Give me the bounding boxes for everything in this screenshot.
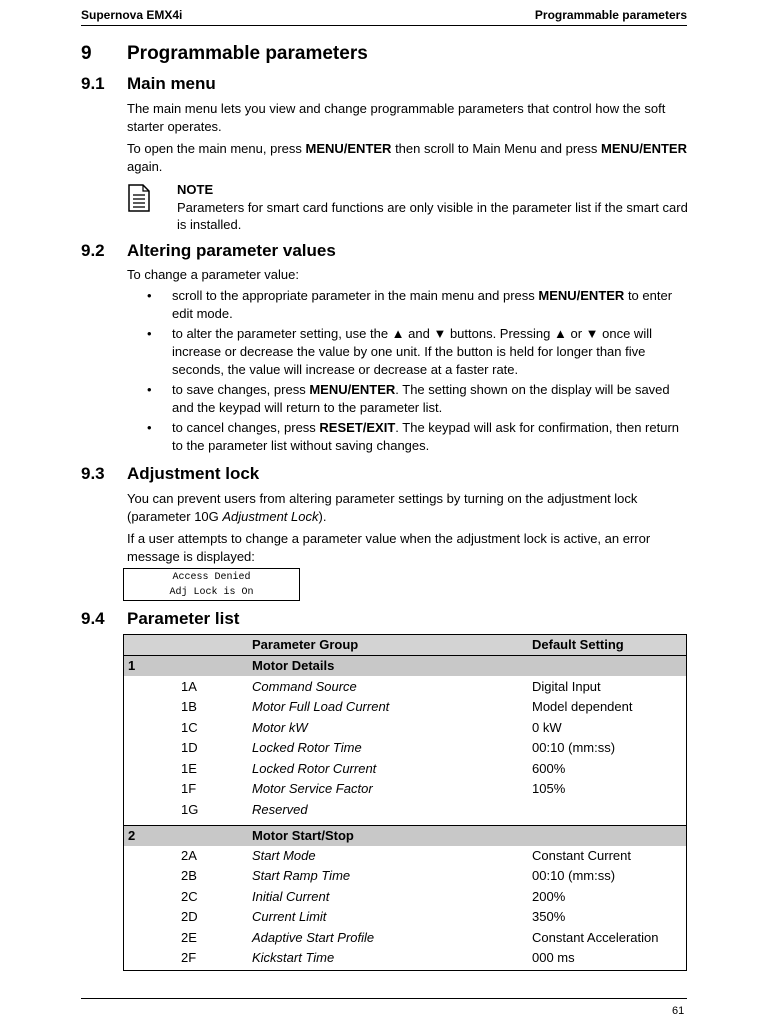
table-row [124, 718, 686, 738]
parameter-name: Adaptive Start Profile [252, 929, 375, 945]
parameter-code: 2D [181, 909, 198, 924]
parameter-name: Reserved [252, 801, 308, 817]
menu-enter-key: MENU/ENTER [538, 288, 625, 303]
list-item: • to cancel changes, press RESET/EXIT. The keypad will ask for confirmation, then return to the parameter list without saving changes. [147, 420, 680, 453]
list-item: • to alter the parameter setting, use the ▲ and ▼ buttons. Pressing ▲ or ▼ once will increase or decrease the value by one unit. If the button is held for longer than five seconds, the value will increase or decrease at a faster rate. [147, 326, 652, 377]
parameter-code: 2E [181, 929, 197, 945]
parameter-name: Locked Rotor Current [252, 760, 377, 776]
table-row [124, 907, 686, 927]
list-item: • to save changes, press MENU/ENTER. The setting shown on the display will be saved and the keypad will return to the parameter list. [147, 382, 670, 415]
subsection-heading-9-2 [81, 241, 336, 261]
column-header-default: Default Setting [532, 637, 624, 652]
parameter-code: 1E [181, 760, 197, 776]
menu-enter-key: MENU/ENTER [601, 141, 687, 156]
default-setting: 000 ms [532, 950, 575, 965]
parameter-name: Initial Current [252, 888, 330, 904]
table-row [124, 779, 686, 799]
adjustment-lock-error-text: If a user attempts to change a parameter value when the adjustment lock is active, an error message is displayed: [127, 531, 651, 564]
parameter-name: Command Source [252, 678, 357, 694]
section-number: 9 [81, 43, 92, 64]
page-number: 61 [672, 1005, 685, 1017]
section-heading [81, 43, 368, 65]
menu-enter-key: MENU/ENTER [305, 141, 392, 156]
group-number: 1 [128, 658, 136, 673]
table-row [124, 928, 686, 948]
adjustment-lock-intro: You can prevent users from altering parameter settings by turning on the adjustment lock (parameter 10G Adjustment Lock). [127, 491, 638, 524]
parameter-name: Current Limit [252, 909, 327, 924]
subsection-number: 9.2 [81, 241, 105, 260]
section-title: Programmable parameters [127, 43, 368, 64]
display-line-1: Access Denied [172, 572, 251, 583]
parameter-code: 1F [181, 781, 197, 796]
default-setting: Digital Input [532, 678, 601, 694]
subsection-title: Adjustment lock [127, 464, 260, 483]
parameter-code: 2B [181, 868, 197, 883]
default-setting: 00:10 (mm:ss) [532, 868, 616, 883]
default-setting: Constant Current [532, 847, 631, 863]
default-setting: Constant Acceleration [532, 929, 659, 945]
display-line-2: Adj Lock is On [169, 587, 254, 598]
table-group-row [124, 825, 686, 846]
parameter-code: 1D [181, 740, 198, 755]
altering-intro: To change a parameter value: [127, 267, 299, 282]
default-setting: 350% [532, 909, 566, 924]
footer-rule [81, 998, 687, 999]
column-header-group: Parameter Group [252, 637, 359, 652]
parameter-name: Locked Rotor Time [252, 740, 362, 755]
subsection-heading-9-4 [81, 609, 239, 629]
group-name: Motor Start/Stop [252, 828, 354, 843]
parameter-name: Motor Service Factor [252, 781, 373, 796]
table-row [124, 948, 686, 968]
parameter-code: 1C [181, 719, 198, 735]
parameter-code: 1G [181, 801, 199, 817]
table-row [124, 759, 686, 779]
table-row [124, 800, 686, 820]
parameter-name: Motor Full Load Current [252, 699, 390, 714]
header-chapter-name: Programmable parameters [534, 8, 687, 22]
subsection-number: 9.4 [81, 609, 105, 628]
note-title: NOTE [177, 182, 214, 197]
list-item: • scroll to the appropriate parameter in the main menu and press MENU/ENTER to enter edit mode. [147, 288, 673, 321]
default-setting: Model dependent [532, 699, 633, 714]
subsection-title: Parameter list [127, 609, 240, 628]
parameter-code: 2C [181, 888, 198, 904]
table-header-row [124, 635, 686, 656]
subsection-heading-9-1 [81, 74, 216, 94]
parameter-code: 1A [181, 678, 197, 694]
menu-enter-key: MENU/ENTER [309, 382, 396, 397]
note-document-icon [128, 184, 150, 212]
default-setting: 00:10 (mm:ss) [532, 740, 616, 755]
note-text: Parameters for smart card functions are only visible in the parameter list if the smart card is installed. [177, 200, 688, 232]
parameter-code: 2F [181, 950, 197, 965]
group-name: Motor Details [252, 658, 335, 673]
subsection-number: 9.3 [81, 464, 105, 483]
parameter-name: Adjustment Lock [222, 509, 319, 524]
table-row [124, 697, 686, 717]
keypad-display-message [123, 568, 300, 601]
default-setting: 200% [532, 888, 566, 904]
table-row [124, 866, 686, 886]
main-menu-intro: The main menu lets you view and change programmable parameters that control how the soft starter operates. [127, 101, 666, 134]
default-setting: 105% [532, 781, 566, 796]
parameter-name: Kickstart Time [252, 950, 335, 965]
default-setting: 600% [532, 760, 566, 776]
subsection-title: Altering parameter values [127, 241, 336, 260]
parameter-table [123, 634, 687, 971]
table-row [124, 887, 686, 907]
table-group-row [124, 656, 686, 676]
default-setting: 0 kW [532, 719, 562, 735]
parameter-name: Start Mode [252, 847, 316, 863]
subsection-title: Main menu [127, 74, 216, 93]
reset-exit-key: RESET/EXIT [319, 420, 396, 435]
subsection-number: 9.1 [81, 74, 105, 93]
parameter-name: Motor kW [252, 719, 308, 735]
altering-steps-list [127, 287, 687, 457]
parameter-code: 2A [181, 847, 197, 863]
header-product-name: Supernova EMX4i [81, 8, 183, 22]
main-menu-open-instructions: To open the main menu, press MENU/ENTER then scroll to Main Menu and press MENU/ENTER again. [127, 141, 687, 174]
running-header [81, 8, 687, 26]
subsection-heading-9-3 [81, 464, 259, 484]
table-row [124, 846, 686, 866]
parameter-name: Start Ramp Time [252, 868, 351, 883]
table-row [124, 677, 686, 697]
parameter-code: 1B [181, 699, 197, 714]
group-number: 2 [128, 828, 136, 843]
table-row [124, 738, 686, 758]
